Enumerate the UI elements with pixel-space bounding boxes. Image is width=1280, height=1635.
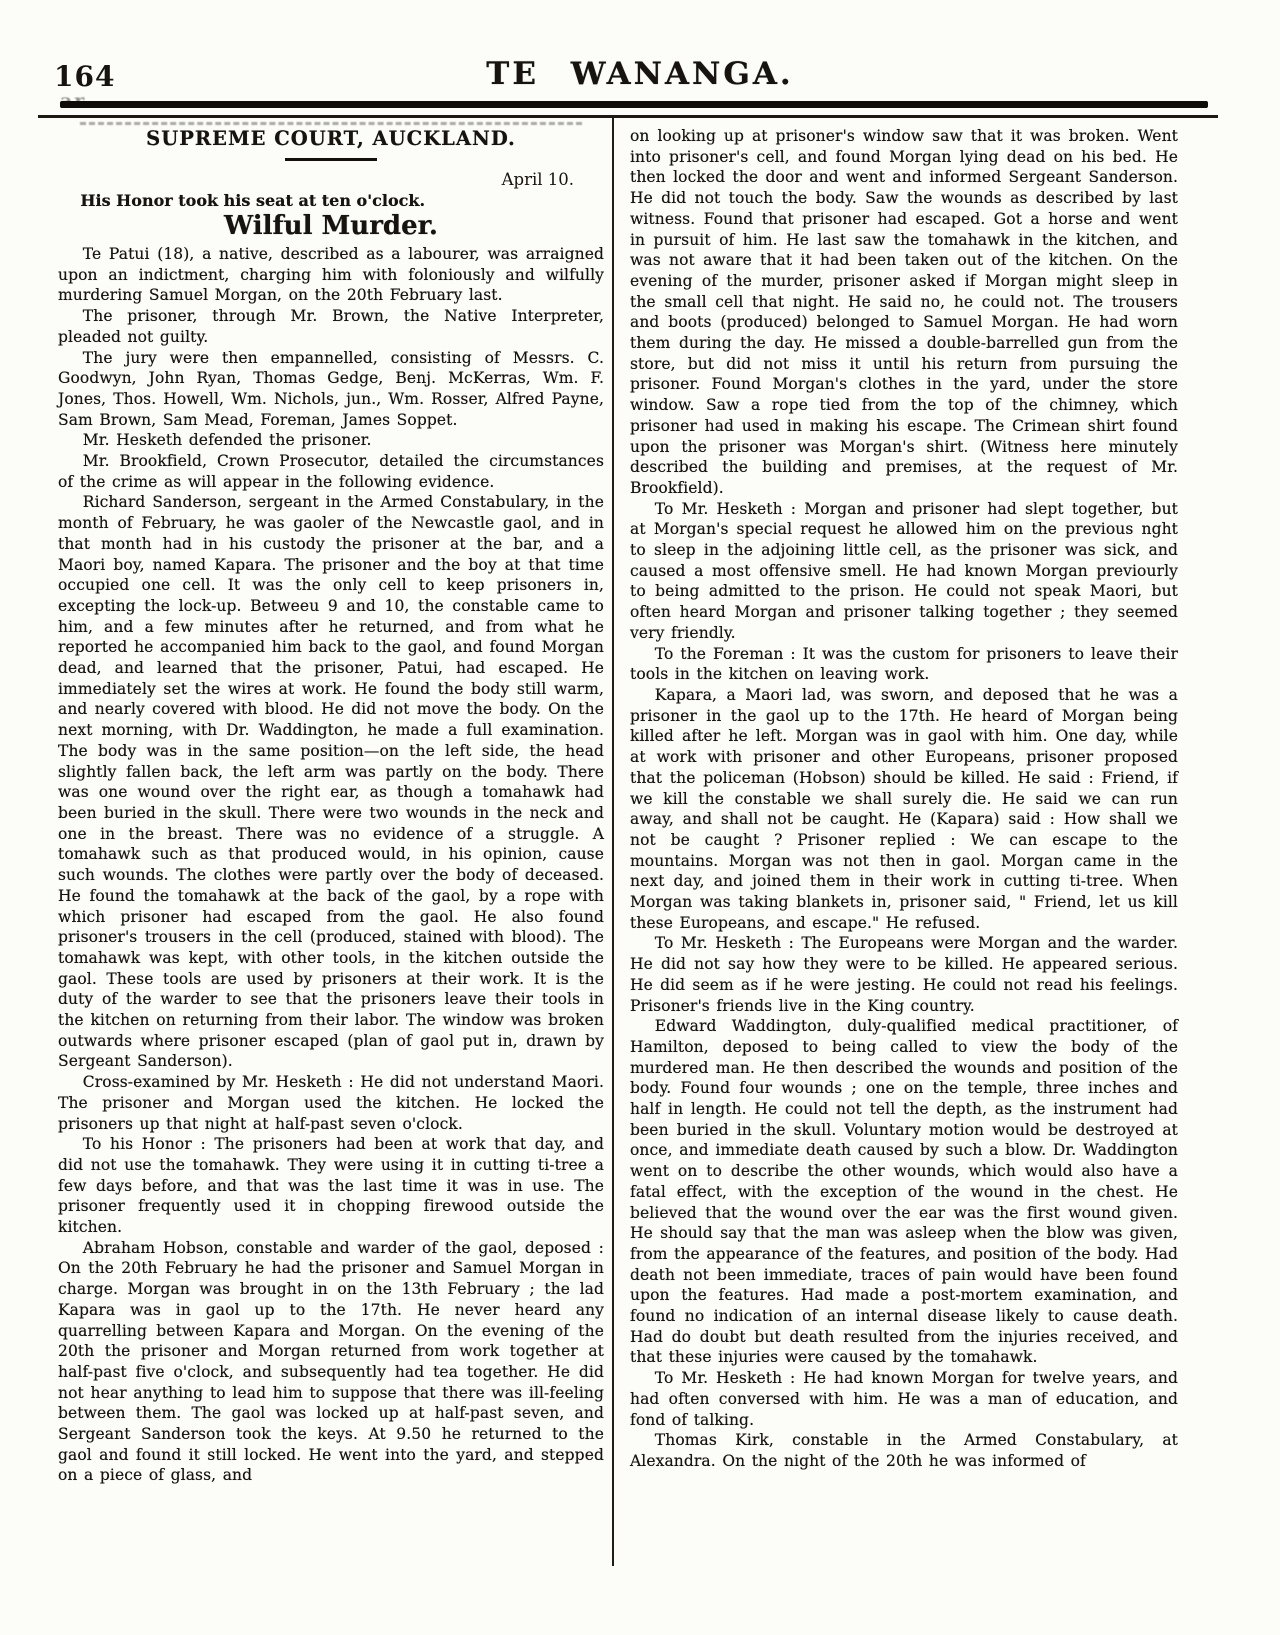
opening-line: His Honor took his seat at ten o'clock. [80, 191, 426, 210]
masthead-rule-thick [60, 101, 1208, 108]
paragraph: Thomas Kirk, constable in the Armed Constabulary, at Alexandra. On the night of the 20th he was informed of [630, 1431, 1178, 1470]
section-heading-rule [285, 158, 377, 161]
paragraph: The jury were then empannelled, consisting of Messrs. C. Goodwyn, John Ryan, Thomas Gedge, Benj. McKerras, Wm. F. Jones, Thos. Howell, Wm. Nichols, jun., Wm. Rosser, Alfred Payne, Sam Brown, Sam Mead, Foreman, James Soppet. [58, 348, 604, 429]
left-column [58, 122, 604, 1486]
page-number: 164 [54, 60, 116, 93]
section-heading: SUPREME COURT, AUCKLAND. [146, 127, 516, 150]
paragraph: To Mr. Hesketh : He had known Morgan for twelve years, and had often conversed with him. He was a man of education, and fond of talking. [630, 1369, 1178, 1429]
column-divider [612, 118, 614, 1566]
print-artifact-line [80, 122, 582, 125]
continuation-paragraph: on looking up at prisoner's window saw that it was broken. Went into prisoner's cell, and found Morgan lying dead on his bed. He then locked the door and went and informed Sergeant Sanderson. He did not touch the body. Saw the wounds as described by last witness. Found that prisoner had escaped. Got a horse and went in pursuit of him. He last saw the tomahawk in the kitchen, and was not aware that it had been taken out of the kitchen. On the evening of the murder, prisoner asked if Morgan might sleep in the small cell that night. He said no, he could not. The trousers and boots (produced) belonged to Samuel Morgan. He had worn them during the day. He missed a double-barrelled gun from the store, but did not miss it until his return from pursuing the prisoner. Found Morgan's clothes in the yard, under the store window. Saw a rope tied from the top of the chimney, which prisoner had used in making his escape. The Crimean shirt found upon the prisoner was Morgan's shirt. (Witness here minutely described the building and premises, at the request of Mr. Brookfield). [630, 127, 1178, 497]
paragraph: To his Honor : The prisoners had been at work that day, and did not use the tomahawk. They were using it in cutting ti-tree a few days before, and that was the last time it was in use. The prisoner frequently used it in chopping firewood outside the kitchen. [58, 1135, 604, 1237]
right-column [630, 126, 1178, 1472]
paragraph: Edward Waddington, duly-qualified medical practitioner, of Hamilton, deposed to being called to view the body of the murdered man. He then described the wounds and position of the body. Found four wounds ; one on the temple, three inches and half in length. He could not tell the depth, as the instrument had been buried in the skull. Voluntary motion would be destroyed at once, and immediate death caused by such a blow. Dr. Waddington went on to describe the other wounds, which would also have a fatal effect, with the exception of the wound in the chest. He believed that the wound over the ear was the first wound given. He should say that the man was asleep when the blow was given, from the appearance of the features, and position of the body. Had death not been immediate, traces of pain would have been found upon the features. Had made a post-mortem examination, and found no indication of an internal disease likely to cause death. Had do doubt but death resulted from the injuries received, and that these injuries were caused by the tomahawk. [630, 1017, 1178, 1367]
paragraph: Mr. Brookfield, Crown Prosecutor, detailed the circumstances of the crime as will appear in the following evidence. [58, 452, 604, 491]
paragraph: Mr. Hesketh defended the prisoner. [82, 431, 372, 450]
paragraph: Abraham Hobson, constable and warder of the gaol, deposed : On the 20th February he had the prisoner and Samuel Morgan in charge. Morgan was brought in on the 13th February ; the lad Kapara was in gaol up to the 17th. He never heard any quarrelling between Kapara and Morgan. On the evening of the 20th the prisoner and Morgan returned from work together at half-past five o'clock, and subsequently had tea together. He did not hear anything to lead him to suppose that there was ill-feeling between them. The gaol was locked up at half-past seven, and Sergeant Sanderson took the keys. At 9.50 he returned to the gaol and found it still locked. He went into the yard, and stepped on a piece of glass, and [58, 1238, 604, 1485]
paragraph: To the Foreman : It was the custom for prisoners to leave their tools in the kitchen on leaving work. [630, 644, 1178, 684]
article-heading: Wilful Murder. [224, 211, 438, 241]
paragraph: Kapara, a Maori lad, was sworn, and deposed that he was a prisoner in the gaol up to the 17th. He heard of Morgan being killed after he left. Morgan was in gaol with him. One day, while at work with prisoner and other Europeans, prisoner proposed that the policeman (Hobson) should be killed. He said : Friend, if we kill the constable we shall surely die. He said we can run away, and shall not be caught. He (Kapara) said : How shall we not be caught ? Prisoner replied : We can escape to the mountains. Morgan was not then in gaol. Morgan came in the next day, and joined them in their work in cutting ti-tree. When Morgan was taking blankets in, prisoner said, " Friend, let us kill these Europeans, and escape." He refused. [630, 685, 1178, 932]
right-column-body [630, 499, 1178, 1472]
left-column-body [58, 244, 604, 1486]
paragraph: Te Patui (18), a native, described as a labourer, was arraigned upon an indictment, charging him with foloniously and wilfully murdering Samuel Morgan, on the 20th February last. [58, 245, 604, 305]
dateline: April 10. [501, 170, 574, 189]
paragraph: To Mr. Hesketh : Morgan and prisoner had slept together, but at Morgan's special request he allowed him on the previous nght to sleep in the adjoining little cell, as the prisoner was sick, and caused a most offensive smell. He had known Morgan previourly to being admitted to the prison. He could not speak Maori, but often heard Morgan and prisoner talking together ; they seemed very friendly. [630, 499, 1178, 642]
paragraph: The prisoner, through Mr. Brown, the Native Interpreter, pleaded not guilty. [58, 307, 604, 346]
masthead-rule-thin [38, 115, 1218, 118]
masthead-title: TE WANANGA. [486, 56, 794, 92]
paragraph: To Mr. Hesketh : The Europeans were Morgan and the warder. He did not say how they were to be killed. He appeared serious. He did seem as if he were jesting. He could not read his feelings. Prisoner's friends live in the King country. [630, 934, 1178, 1015]
paragraph: Cross-examined by Mr. Hesketh : He did not understand Maori. The prisoner and Morgan used the kitchen. He locked the prisoners up that night at half-past seven o'clock. [58, 1073, 604, 1133]
paragraph: Richard Sanderson, sergeant in the Armed Constabulary, in the month of February, he was gaoler of the Newcastle gaol, and in that month had in his custody the prisoner at the bar, and a Maori boy, named Kapara. The prisoner and the boy at that time occupied one cell. It was the only cell to keep prisoners in, excepting the lock-up. Betweeu 9 and 10, the constable came to him, and a few minutes after he returned, and from what he reported he accompanied him back to the gaol, and found Morgan dead, and learned that the prisoner, Patui, had escaped. He immediately set the wires at work. He found the body still warm, and nearly covered with blood. He did not move the body. On the next morning, with Dr. Waddington, he made a full examination. The body was in the same position—on the left side, the head slightly fallen back, the left arm was partly on the body. There was one wound over the right ear, as though a tomahawk had been buried in the skull. There were two wounds in the neck and one in the breast. There was no evidence of a struggle. A tomahawk such as that produced would, in his opinion, cause such wounds. The clothes were partly over the body of deceased. He found the tomahawk at the back of the gaol, by a rope with which prisoner had escaped from the gaol. He also found prisoner's trousers in the cell (produced, stained with blood). The tomahawk was kept, with other tools, in the kitchen outside the gaol. These tools are used by prisoners at their work. It is the duty of the warder to see that the prisoners leave their tools in the kitchen on returning from their labor. The window was broken outwards where prisoner escaped (plan of gaol put in, drawn by Sergeant Sanderson). [58, 493, 604, 1071]
